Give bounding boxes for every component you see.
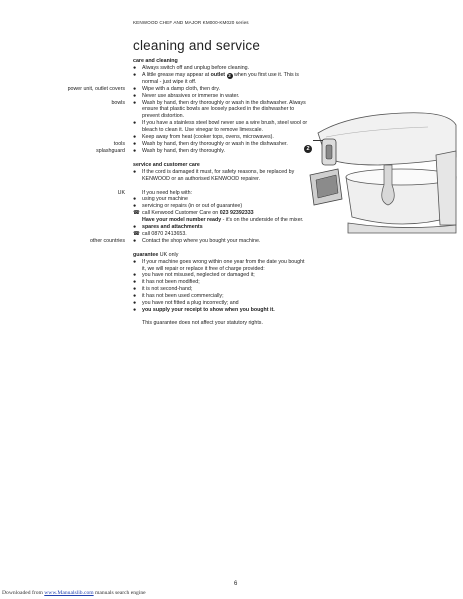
uk-help-item: ● servicing or repairs (in or out of guarantee) [133, 203, 243, 210]
care-item: bowls ● Wash by hand, then dry thoroughly or wash in the dishwasher. Always ensure that plastic bowls are loosely packed in the dishwasher to prevent distortion. [111, 99, 306, 120]
bullet-icon: ● [133, 258, 137, 265]
care-item: ● If you have a stainless steel bowl never use a wire brush, steel wool or bleach to clean it. Use vinegar to remove limescale. [133, 120, 308, 134]
care-item: ● Never use abrasives or immerse in water. [133, 92, 240, 99]
bullet-icon: ● [133, 300, 137, 307]
download-footer: Downloaded from www.Manualslib.com manuals search engine [2, 590, 146, 596]
care-item-label: tools [113, 140, 125, 147]
care-item-label: splashguard [96, 147, 125, 154]
service-heading: service and customer care [133, 161, 200, 168]
bullet-icon: ● [133, 293, 137, 300]
bullet-icon: ● [133, 203, 137, 210]
bullet-icon: ● [133, 272, 137, 279]
page-title: cleaning and service [133, 38, 261, 53]
manualslib-link[interactable]: www.Manualslib.com [44, 590, 94, 596]
bullet-icon: ● [133, 85, 137, 92]
care-item: ● Keep away from heat (cooker tops, ovens, microwaves). [133, 134, 274, 141]
document-header: KENWOOD CHEF AND MAJOR KM000-KM020 series [133, 20, 249, 25]
bullet-icon: ● [133, 92, 137, 99]
other-countries-line: other countries ● Contact the shop where you bought your machine. [89, 237, 261, 244]
model-number-line: Have your model number ready - it's on the underside of the mixer. [142, 217, 304, 224]
outlet-callout [304, 136, 312, 154]
bullet-icon: ● [133, 224, 137, 231]
bullet-icon: ● [133, 140, 137, 147]
bullet-icon: ● [133, 196, 137, 203]
bullet-icon: ● [133, 71, 137, 78]
care-heading: care and cleaning [133, 58, 178, 64]
bullet-icon: ● [133, 134, 137, 141]
mixer-illustration [308, 85, 458, 235]
bullet-icon: ● [133, 307, 137, 313]
bullet-icon: ● [133, 286, 137, 293]
spares-line: ● spares and attachments [133, 224, 203, 231]
guarantee-heading: guarantee UK only [133, 251, 179, 258]
uk-intro: UK If you need help with: [117, 189, 193, 196]
bullet-icon: ● [133, 120, 137, 127]
guarantee-condition: ● you have not misused, neglected or damaged it; [133, 272, 255, 279]
guarantee-condition: ● it has not been modified; [133, 279, 200, 286]
telephone-icon: ☎ [133, 210, 140, 217]
outlet-marker-icon: 2 [228, 72, 231, 78]
bullet-icon: ● [133, 237, 137, 244]
guarantee-condition: ● you have not fitted a plug incorrectly; and [133, 300, 239, 307]
guarantee-intro: ● If your machine goes wrong within one year from the date you bought it, we will repair or replace it free of charge provided: [133, 258, 305, 272]
telephone-icon: ☎ [133, 230, 140, 237]
guarantee-condition: ● it is not second-hand; [133, 286, 193, 293]
care-item: splashguard ● Wash by hand, then dry thoroughly. [96, 147, 226, 154]
service-item: ● If the cord is damaged it must, for safety reasons, be replaced by KENWOOD or an authorised KENWOOD repairer. [133, 168, 295, 182]
care-item: ● Always switch off and unplug before cleaning. [133, 64, 250, 71]
spares-call-line: ☎ call 0870 2413653. [133, 230, 187, 237]
guarantee-condition: ● you supply your receipt to show when you bought it. [133, 307, 275, 313]
page-number: 6 [234, 581, 238, 587]
callout-line [313, 140, 323, 141]
care-item-label: power unit, outlet covers [67, 85, 125, 92]
care-item: ● A little grease may appear at outlet 2 when you first use it. This is normal - just wipe it off. [133, 71, 299, 85]
bullet-icon: ● [133, 64, 137, 71]
care-item-label: bowls [111, 99, 125, 106]
bullet-icon: ● [133, 99, 137, 106]
bullet-icon: ● [133, 168, 137, 175]
care-item: power unit, outlet covers ● Wipe with a damp cloth, then dry. [67, 85, 220, 92]
main-content [67, 58, 308, 327]
call-line: ☎ call Kenwood Customer Care on 023 92392333 [133, 210, 254, 217]
uk-help-item: ● using your machine [133, 196, 188, 203]
other-countries-label: other countries [89, 237, 125, 244]
statutory-note: This guarantee does not affect your statutory rights. [142, 319, 263, 326]
bullet-icon: ● [133, 279, 137, 286]
uk-label: UK [117, 189, 125, 196]
outlet-marker-icon: 2 [304, 145, 312, 153]
care-item: tools ● Wash by hand, then dry thoroughly or wash in the dishwasher. [113, 140, 288, 147]
bullet-icon: ● [133, 147, 137, 154]
guarantee-condition: ● it has not been used commercially; [133, 293, 224, 300]
